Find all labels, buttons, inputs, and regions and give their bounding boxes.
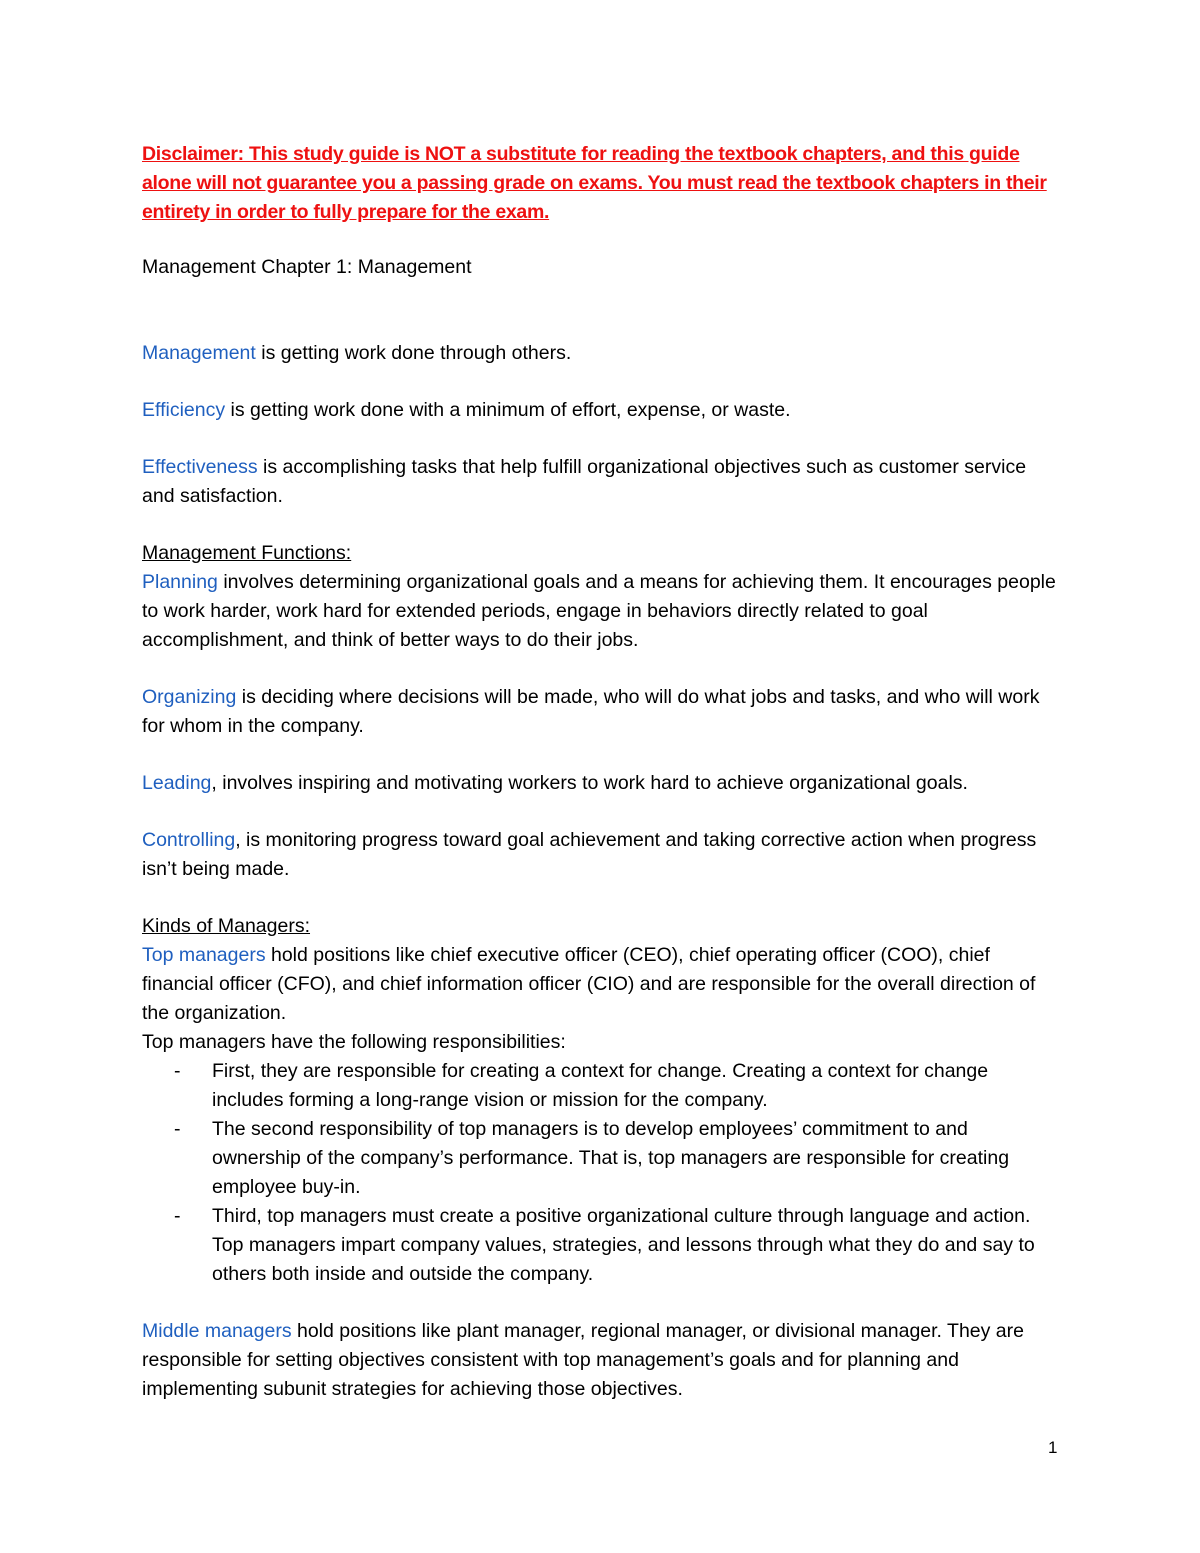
- term-middle-managers: Middle managers: [142, 1320, 292, 1342]
- bullet-marker: -: [174, 1118, 181, 1140]
- bullet-marker: -: [174, 1060, 181, 1082]
- list-item-text: The second responsibility of top managers is to develop employees’ commitment to and ownership of the company’s performance. That is, top managers are responsible for creating employee buy-in.: [212, 1118, 1010, 1198]
- term-planning: Planning: [142, 571, 218, 593]
- middle-managers-text: hold positions like plant manager, regional manager, or divisional manager. They are responsible for setting objectives consistent with top management’s goals and for planning and implementing subunit strategies for achieving those objectives.: [142, 1320, 1024, 1400]
- definition-management: [142, 339, 1062, 368]
- function-controlling: [142, 826, 1062, 884]
- kinds-of-managers-heading: Kinds of Managers:: [142, 915, 311, 937]
- term-controlling: Controlling: [142, 829, 236, 851]
- definition-text: is getting work done with a minimum of effort, expense, or waste.: [225, 399, 791, 421]
- management-functions-heading: Management Functions:: [142, 542, 352, 564]
- disclaimer: Disclaimer: This study guide is NOT a substitute for reading the textbook chapters, and this guide alone will not guarantee you a passing grade on exams. You must read the textbook chapters in their entirety in order to fully prepare for the exam.: [142, 143, 1047, 223]
- term-efficiency: Efficiency: [142, 399, 226, 421]
- term-management: Management: [142, 342, 256, 364]
- term-organizing: Organizing: [142, 686, 237, 708]
- function-text: , involves inspiring and motivating workers to work hard to achieve organizational goals.: [211, 772, 968, 794]
- definition-efficiency: [142, 396, 1062, 425]
- function-text: , is monitoring progress toward goal achievement and taking corrective action when progress isn’t being made.: [142, 829, 1037, 880]
- responsibilities-list: [142, 1057, 1062, 1289]
- responsibilities-intro: Top managers have the following responsibilities:: [142, 1031, 566, 1053]
- definition-text: is getting work done through others.: [255, 342, 572, 364]
- top-managers-definition: [142, 941, 1062, 1028]
- middle-managers-definition: [142, 1317, 1062, 1404]
- top-managers-text: hold positions like chief executive officer (CEO), chief operating officer (COO), chief financial officer (CFO), and chief information officer (CIO) and are responsible for the overall direction of the organization.: [142, 944, 1036, 1024]
- term-effectiveness: Effectiveness: [142, 456, 258, 478]
- function-text: is deciding where decisions will be made, who will do what jobs and tasks, and who will work for whom in the company.: [142, 686, 1040, 737]
- definition-effectiveness: [142, 453, 1062, 511]
- function-text: involves determining organizational goals and a means for achieving them. It encourages people to work harder, work hard for extended periods, engage in behaviors directly related to goal accomplishment, and think of better ways to do their jobs.: [142, 571, 1056, 651]
- term-top-managers: Top managers: [142, 944, 266, 966]
- page-number: 1: [1048, 1438, 1058, 1457]
- list-item: [174, 1057, 1062, 1115]
- function-leading: [142, 769, 1062, 798]
- function-planning: [142, 568, 1062, 655]
- function-organizing: [142, 683, 1062, 741]
- list-item: [174, 1115, 1062, 1202]
- list-item-text: Third, top managers must create a positive organizational culture through language and action. Top managers impart company values, strategies, and lessons through what they do and say to others both inside and outside the company.: [212, 1205, 1035, 1285]
- definition-text: is accomplishing tasks that help fulfill organizational objectives such as customer service and satisfaction.: [142, 456, 1027, 507]
- list-item: [174, 1202, 1062, 1289]
- term-leading: Leading: [142, 772, 212, 794]
- document-page: [142, 140, 1062, 1404]
- chapter-title: Management Chapter 1: Management: [142, 256, 472, 278]
- bullet-marker: -: [174, 1205, 181, 1227]
- list-item-text: First, they are responsible for creating a context for change. Creating a context for change includes forming a long-range vision or mission for the company.: [212, 1060, 989, 1111]
